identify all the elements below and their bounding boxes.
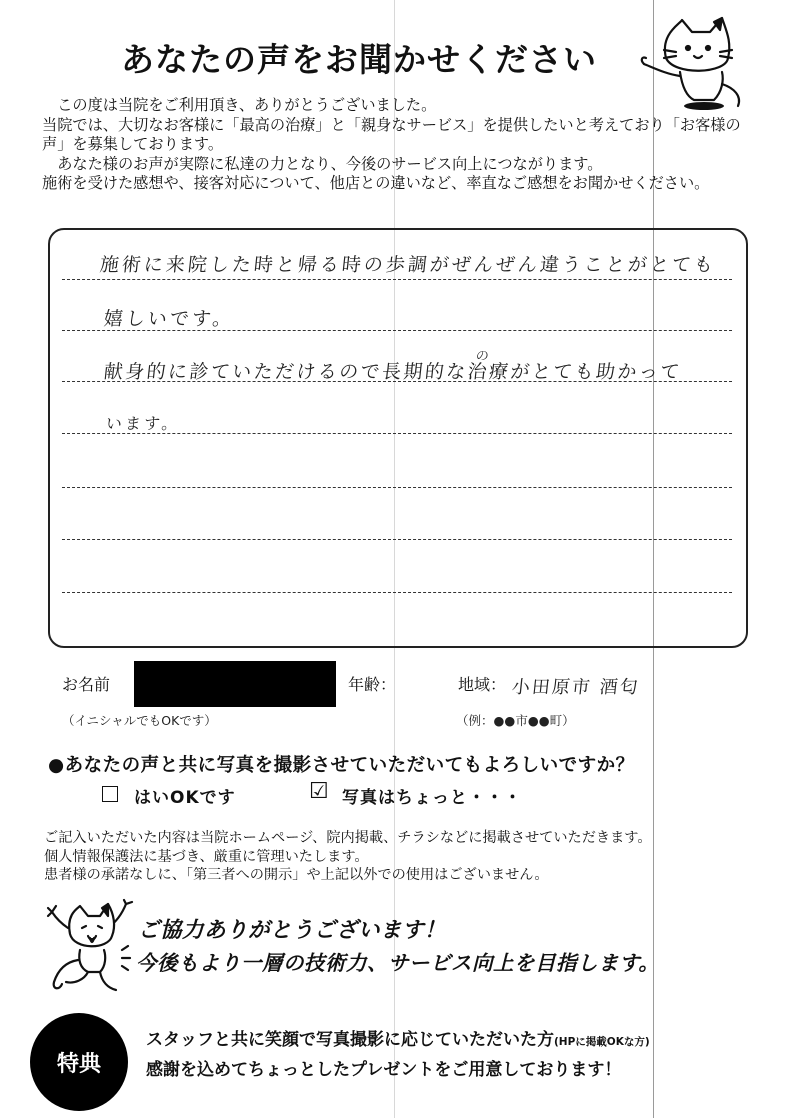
- comment-line-2: 嬉しいです。: [102, 308, 236, 330]
- comment-line-3: 献身的に診ていただけるので長期的な治療がとても助かって: [102, 361, 683, 383]
- comment-rule-6: [62, 539, 732, 540]
- comment-line-4: います。: [104, 414, 182, 433]
- photo-question: ●あなたの声と共に写真を撮影させていただいてもよろしいですか？: [48, 755, 635, 776]
- region-value: 小田原市 酒匂: [510, 677, 641, 698]
- age-label: 年齢：: [348, 675, 397, 694]
- thanks-line-2: 今後もより一層の技術力、サービス向上を目指します。: [136, 951, 660, 975]
- checkbox-no-checked[interactable]: ☑: [309, 779, 329, 804]
- bonus-line-2: 感謝を込めてちょっとしたプレゼントをご用意しております！: [146, 1060, 622, 1080]
- comment-rule-7: [62, 592, 732, 593]
- intro-text: この度は当院をご利用頂き、ありがとうございました。 当院では、大切なお客様に「最高の治療」と「親身なサービス」を提供したいと考えており「お客様の声」を募集しております。 あなた様のお声が実際に私達の力となり、今後のサービス向上につながります。 施術を受けた感想や、接客対応について、他店との違いなど、率直なご感想をお聞かせください。: [42, 96, 741, 193]
- thanks-line-1: ご協力ありがとうございます！: [138, 918, 447, 943]
- region-label: 地域：: [458, 675, 507, 694]
- comment-line-1: 施術に来院した時と帰る時の歩調がぜんぜん違うことがとても: [98, 254, 718, 276]
- privacy-notice: ご記入いただいた内容は当院ホームページ、院内掲載、チラシなどに掲載させていただきます。 個人情報保護法に基づき、厳重に管理いたします。 患者様の承諾なしに、「第三者への開示」や上記以外での使用はございません。: [44, 830, 652, 883]
- bonus-line-1: [146, 1025, 650, 1050]
- bonus-line-1-main: スタッフと共に笑顔で写真撮影に応じていただいた方: [146, 1030, 554, 1050]
- name-redaction: [134, 661, 336, 707]
- checkbox-yes[interactable]: [102, 786, 118, 802]
- comment-rule-5: [62, 487, 732, 488]
- name-note: （イニシャルでもOKです）: [62, 713, 217, 728]
- name-label: お名前: [62, 675, 111, 694]
- page-title: あなたの声をお聞かせください: [121, 40, 597, 79]
- option-yes-label: はいOKです: [134, 788, 236, 808]
- bonus-line-1-small: (HPに掲載OKな方): [554, 1036, 650, 1048]
- cat-dancing-icon: [44, 898, 134, 994]
- comment-insert-mark: の: [475, 349, 493, 364]
- comment-rule-1: [62, 279, 732, 280]
- bonus-badge: 特典: [30, 1013, 128, 1111]
- comment-box: [48, 228, 748, 648]
- region-note: （例：●●市●●町）: [456, 713, 575, 728]
- option-no-label: 写真はちょっと・・・: [342, 788, 522, 808]
